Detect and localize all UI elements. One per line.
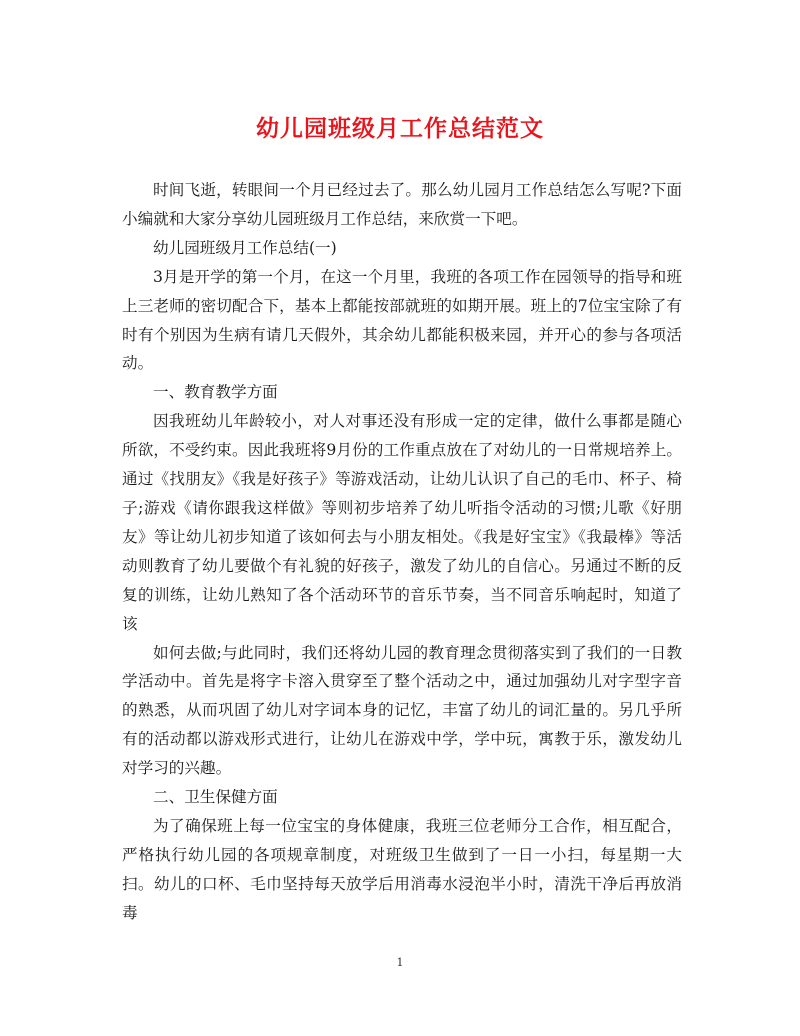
- paragraph-education-method: 如何去做;与此同时，我们还将幼儿园的教育理念贯彻落实到了我们的一日教学活动中。首先是将字卡溶入贯穿至了整个活动之中，通过加强幼儿对字型字音的熟悉，从而巩固了幼儿对字词本身的记忆，丰富了幼儿的词汇量的。另几乎所有的活动都以游戏形式进行，让幼儿在游戏中学，学中玩，寓教于乐，激发幼儿对学习的兴趣。: [122, 643, 682, 778]
- paragraph-intro: 时间飞逝，转眼间一个月已经过去了。那么幼儿园月工作总结怎么写呢?下面小编就和大家分享幼儿园班级月工作总结，来欣赏一下吧。: [122, 181, 682, 228]
- section-heading-education: 一、教育教学方面: [153, 383, 278, 402]
- page-number: 1: [396, 956, 404, 969]
- paragraph-march-overview: 3月是开学的第一个月，在这一个月里，我班的各项工作在园领导的指导和班上三老师的密切配合下，基本上都能按部就班的如期开展。班上的7位宝宝除了有时有个别因为生病有请几天假外，其余幼儿都能积极来园，并开心的参与各项活动。: [122, 267, 682, 373]
- paragraph-education-routine: 因我班幼儿年龄较小，对人对事还没有形成一定的定律，做什么事都是随心所欲，不受约束。因此我班将9月份的工作重点放在了对幼儿的一日常规培养上。通过《找朋友》《我是好孩子》等游戏活动，让幼儿认识了自己的毛巾、杯子、椅子;游戏《请你跟我这样做》等则初步培养了幼儿听指令活动的习惯;儿歌《好朋友》等让幼儿初步知道了该如何去与小朋友相处。《我是好宝宝》《我最棒》等活动则教育了幼儿要做个有礼貌的好孩子，激发了幼儿的自信心。另通过不断的反复的训练，让幼儿熟知了各个活动环节的音乐节奏，当不同音乐响起时，知道了该: [122, 412, 682, 633]
- section-heading-hygiene: 二、卫生保健方面: [153, 788, 278, 807]
- section-heading-summary-one: 幼儿园班级月工作总结(一): [153, 238, 337, 257]
- document-body: [122, 176, 682, 928]
- document-title: 幼儿园班级月工作总结范文: [256, 115, 544, 142]
- paragraph-hygiene: 为了确保班上每一位宝宝的身体健康，我班三位老师分工合作，相互配合，严格执行幼儿园的各项规章制度，对班级卫生做到了一日一小扫，每星期一大扫。幼儿的口杯、毛巾坚持每天放学后用消毒水浸泡半小时，清洗干净后再放消毒: [122, 816, 682, 922]
